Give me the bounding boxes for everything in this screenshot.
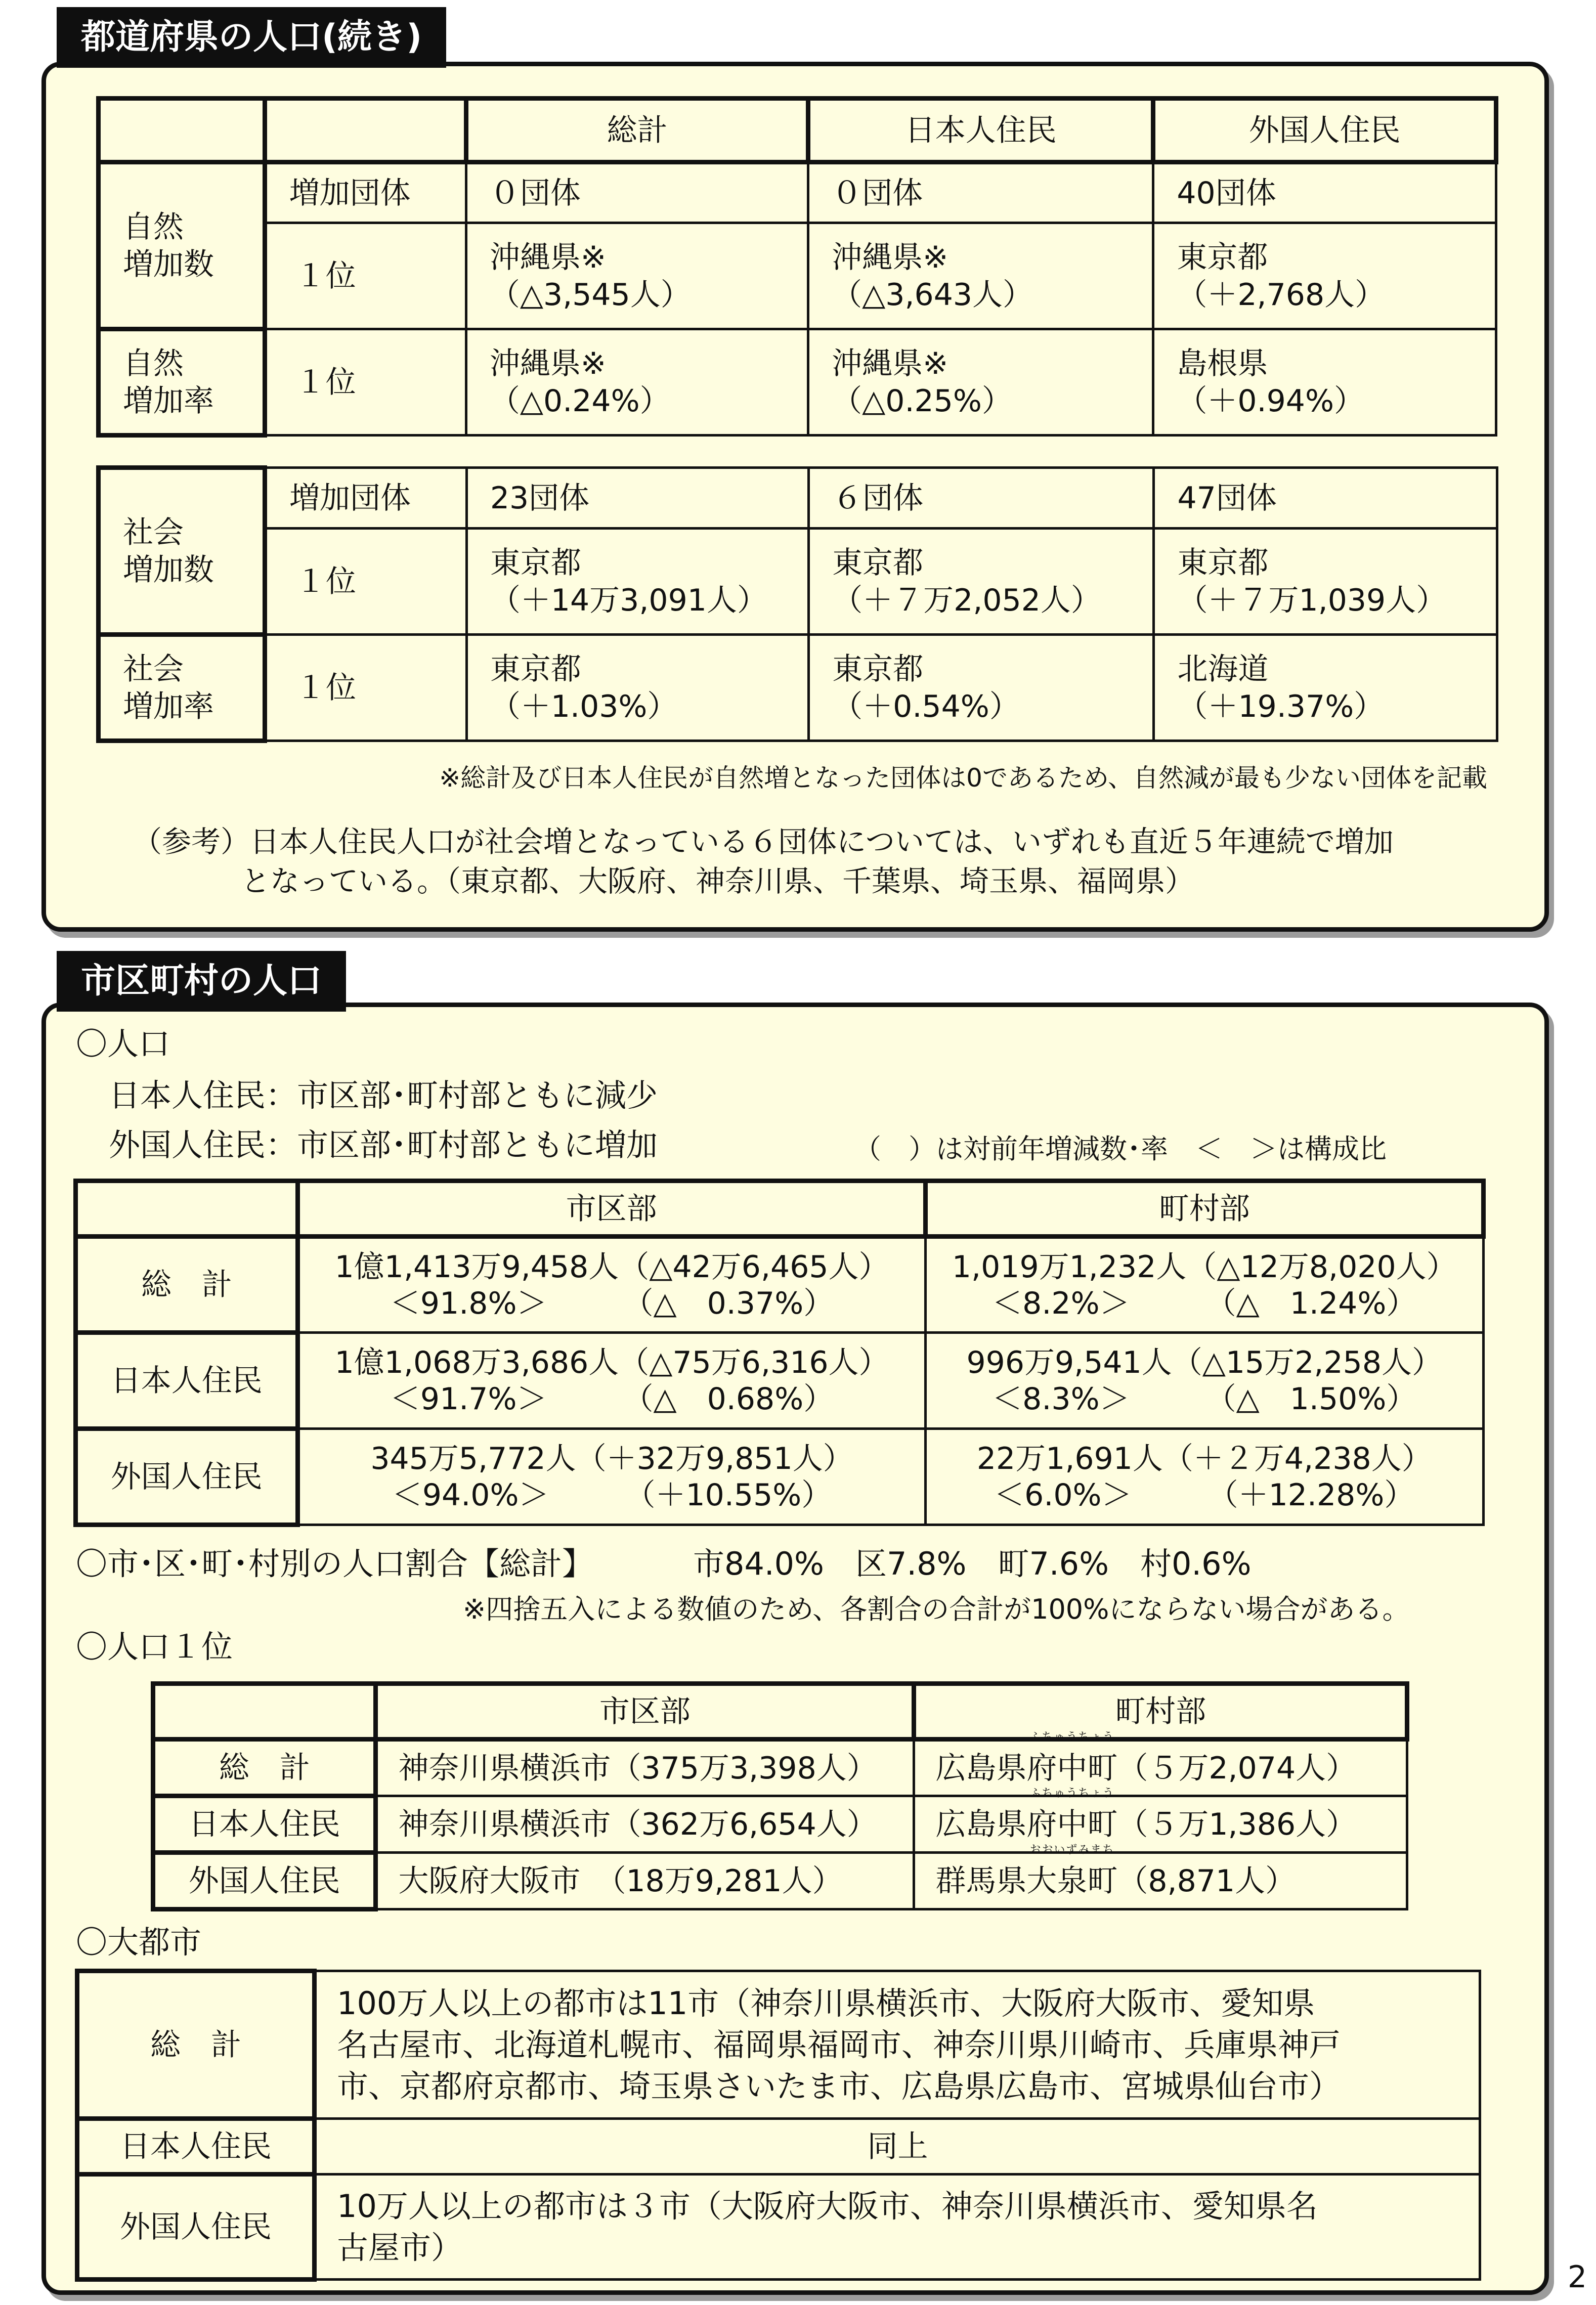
row-label-rank1: １位	[265, 529, 467, 635]
pop-row-label-japanese: 日本人住民	[76, 1333, 298, 1429]
rank-table	[151, 1681, 1409, 1911]
pop-header-empty	[76, 1181, 298, 1237]
row-label-rank1: １位	[265, 329, 466, 436]
population-heading: 〇人口	[76, 1025, 170, 1062]
ratio-heading: 〇市･区･町･村別の人口割合【総計】	[76, 1545, 594, 1582]
ratio-note: ※四捨五入による数値のため、各割合の合計が100%にならない場合がある。	[463, 1593, 1410, 1625]
row-label-increase-groups: 増加団体	[265, 468, 467, 529]
legend-note: （ ）は対前年増減数･率 ＜ ＞は構成比	[854, 1133, 1387, 1165]
city-row-label-japanese: 日本人住民	[77, 2119, 315, 2174]
rank-header-empty	[153, 1684, 376, 1739]
city-row-label-foreign: 外国人住民	[77, 2174, 315, 2280]
pop-city-japanese: 1億1,068万3,686人（△75万6,316人） ＜91.7%＞ （△ 0.68%）	[297, 1333, 925, 1429]
cell-social-rate-total: 東京都 （＋1.03%）	[466, 635, 808, 741]
city-heading: 〇大都市	[76, 1924, 202, 1961]
cell-natural-groups-japanese: ０団体	[808, 162, 1153, 223]
reference-note-line2: となっている。（東京都、大阪府、神奈川県、千葉県、埼玉県、福岡県）	[241, 864, 1195, 898]
row-label-natural-count: 自然 増加数	[99, 162, 265, 329]
header-japanese: 日本人住民	[808, 99, 1153, 162]
pop-row-label-foreign: 外国人住民	[76, 1429, 298, 1525]
rank-row-label-total: 総 計	[153, 1739, 376, 1796]
city-foreign-text: 10万人以上の都市は３市（大阪府大阪市、神奈川県横浜市、愛知県名 古屋市）	[315, 2174, 1480, 2280]
rank-row-label-japanese: 日本人住民	[153, 1796, 376, 1853]
pop-header-city: 市区部	[297, 1181, 925, 1237]
rank-town-total: 広島県 ふちゅうちょう 府中町（５万2,074人）	[914, 1739, 1407, 1796]
foreign-summary: 外国人住民：市区部･町村部ともに増加	[109, 1126, 658, 1163]
section-title-municipality: 市区町村の人口	[57, 951, 346, 1012]
pop-row-label-total: 総 計	[76, 1237, 298, 1333]
rank-row-label-foreign: 外国人住民	[153, 1853, 376, 1909]
rank-city-japanese: 神奈川県横浜市（362万6,654人）	[376, 1796, 914, 1853]
cell-natural-rate-foreign: 島根県 （＋0.94%）	[1153, 329, 1496, 436]
cell-social-count-japanese: 東京都 （＋７万2,052人）	[809, 529, 1154, 635]
header-foreign: 外国人住民	[1153, 99, 1496, 162]
row-label-natural-rate: 自然 増加率	[99, 329, 265, 436]
cell-social-groups-japanese: ６団体	[809, 468, 1154, 529]
cell-natural-rate-total: 沖縄県※ （△0.24%）	[466, 329, 808, 436]
row-label-increase-groups: 増加団体	[265, 162, 466, 223]
cell-natural-count-japanese: 沖縄県※ （△3,643人）	[808, 223, 1153, 329]
pop-town-japanese: 996万9,541人（△15万2,258人） ＜8.3%＞ （△ 1.50%）	[925, 1333, 1483, 1429]
row-label-rank1: １位	[265, 223, 466, 329]
rank-town-japanese: 広島県 ふちゅうちょう 府中町（５万1,386人）	[914, 1796, 1407, 1853]
rank-city-total: 神奈川県横浜市（375万3,398人）	[376, 1739, 914, 1796]
cell-social-groups-total: 23団体	[466, 468, 808, 529]
cell-natural-rate-japanese: 沖縄県※ （△0.25%）	[808, 329, 1153, 436]
ruby-fuchu: ふちゅうちょう 府中町	[1026, 1787, 1118, 1842]
row-label-social-count: 社会 増加数	[99, 468, 265, 635]
section1-footnote: ※総計及び日本人住民が自然増となった団体は0であるため、自然減が最も少ない団体を記載	[439, 763, 1487, 793]
rank-header-town: 町村部	[914, 1684, 1407, 1739]
cell-social-count-foreign: 東京都 （＋７万1,039人）	[1154, 529, 1497, 635]
pop-city-total: 1億1,413万9,458人（△42万6,465人） ＜91.8%＞ （△ 0.37%）	[297, 1237, 925, 1333]
page-number: 2	[1567, 2259, 1587, 2295]
cell-social-count-total: 東京都 （＋14万3,091人）	[466, 529, 808, 635]
city-row-label-total: 総 計	[77, 1971, 315, 2119]
pop-town-foreign: 22万1,691人（＋２万4,238人） ＜6.0%＞ （＋12.28%）	[925, 1429, 1483, 1525]
rank-city-foreign: 大阪府大阪市 （18万9,281人）	[376, 1853, 914, 1909]
section-title-prefecture: 都道府県の人口(続き)	[57, 7, 446, 68]
cell-social-groups-foreign: 47団体	[1154, 468, 1497, 529]
population-table	[73, 1179, 1486, 1527]
social-increase-table	[96, 465, 1498, 743]
cell-natural-groups-total: ０団体	[466, 162, 808, 223]
pop-town-total: 1,019万1,232人（△12万8,020人） ＜8.2%＞ （△ 1.24%）	[925, 1237, 1483, 1333]
pop-header-town: 町村部	[925, 1181, 1483, 1237]
major-city-table	[75, 1969, 1481, 2282]
row-label-social-rate: 社会 増加率	[99, 635, 265, 741]
header-empty-1	[99, 99, 265, 162]
cell-social-rate-foreign: 北海道 （＋19.37%）	[1154, 635, 1497, 741]
ruby-fuchu: ふちゅうちょう 府中町	[1026, 1730, 1118, 1786]
row-label-rank1: １位	[265, 635, 467, 741]
ruby-oizumi: おおいずみまち 大泉町	[1026, 1843, 1118, 1899]
cell-social-rate-japanese: 東京都 （＋0.54%）	[809, 635, 1154, 741]
ratio-values: 市84.0% 区7.8% 町7.6% 村0.6%	[693, 1545, 1252, 1582]
city-total-text: 100万人以上の都市は11市（神奈川県横浜市、大阪府大阪市、愛知県 名古屋市、北海道札幌市、福岡県福岡市、神奈川県川崎市、兵庫県神戸 市、京都府京都市、埼玉県さいたま市、広島県広島市、宮城県仙台市）	[315, 1971, 1480, 2119]
rank-header-city: 市区部	[376, 1684, 914, 1739]
reference-note-line1: （参考）日本人住民人口が社会増となっている６団体については、いずれも直近５年連続で増加	[133, 824, 1394, 859]
cell-natural-count-total: 沖縄県※ （△3,545人）	[466, 223, 808, 329]
rank-heading: 〇人口１位	[76, 1628, 233, 1665]
cell-natural-groups-foreign: 40団体	[1153, 162, 1496, 223]
rank-town-foreign: 群馬県 おおいずみまち 大泉町（8,871人）	[914, 1853, 1407, 1909]
natural-increase-table	[96, 96, 1498, 438]
header-empty-2	[265, 99, 466, 162]
cell-natural-count-foreign: 東京都 （＋2,768人）	[1153, 223, 1496, 329]
pop-city-foreign: 345万5,772人（＋32万9,851人） ＜94.0%＞ （＋10.55%）	[297, 1429, 925, 1525]
japanese-summary: 日本人住民：市区部･町村部ともに減少	[109, 1077, 658, 1114]
city-japanese-text: 同上	[315, 2119, 1480, 2174]
header-total: 総計	[466, 99, 808, 162]
